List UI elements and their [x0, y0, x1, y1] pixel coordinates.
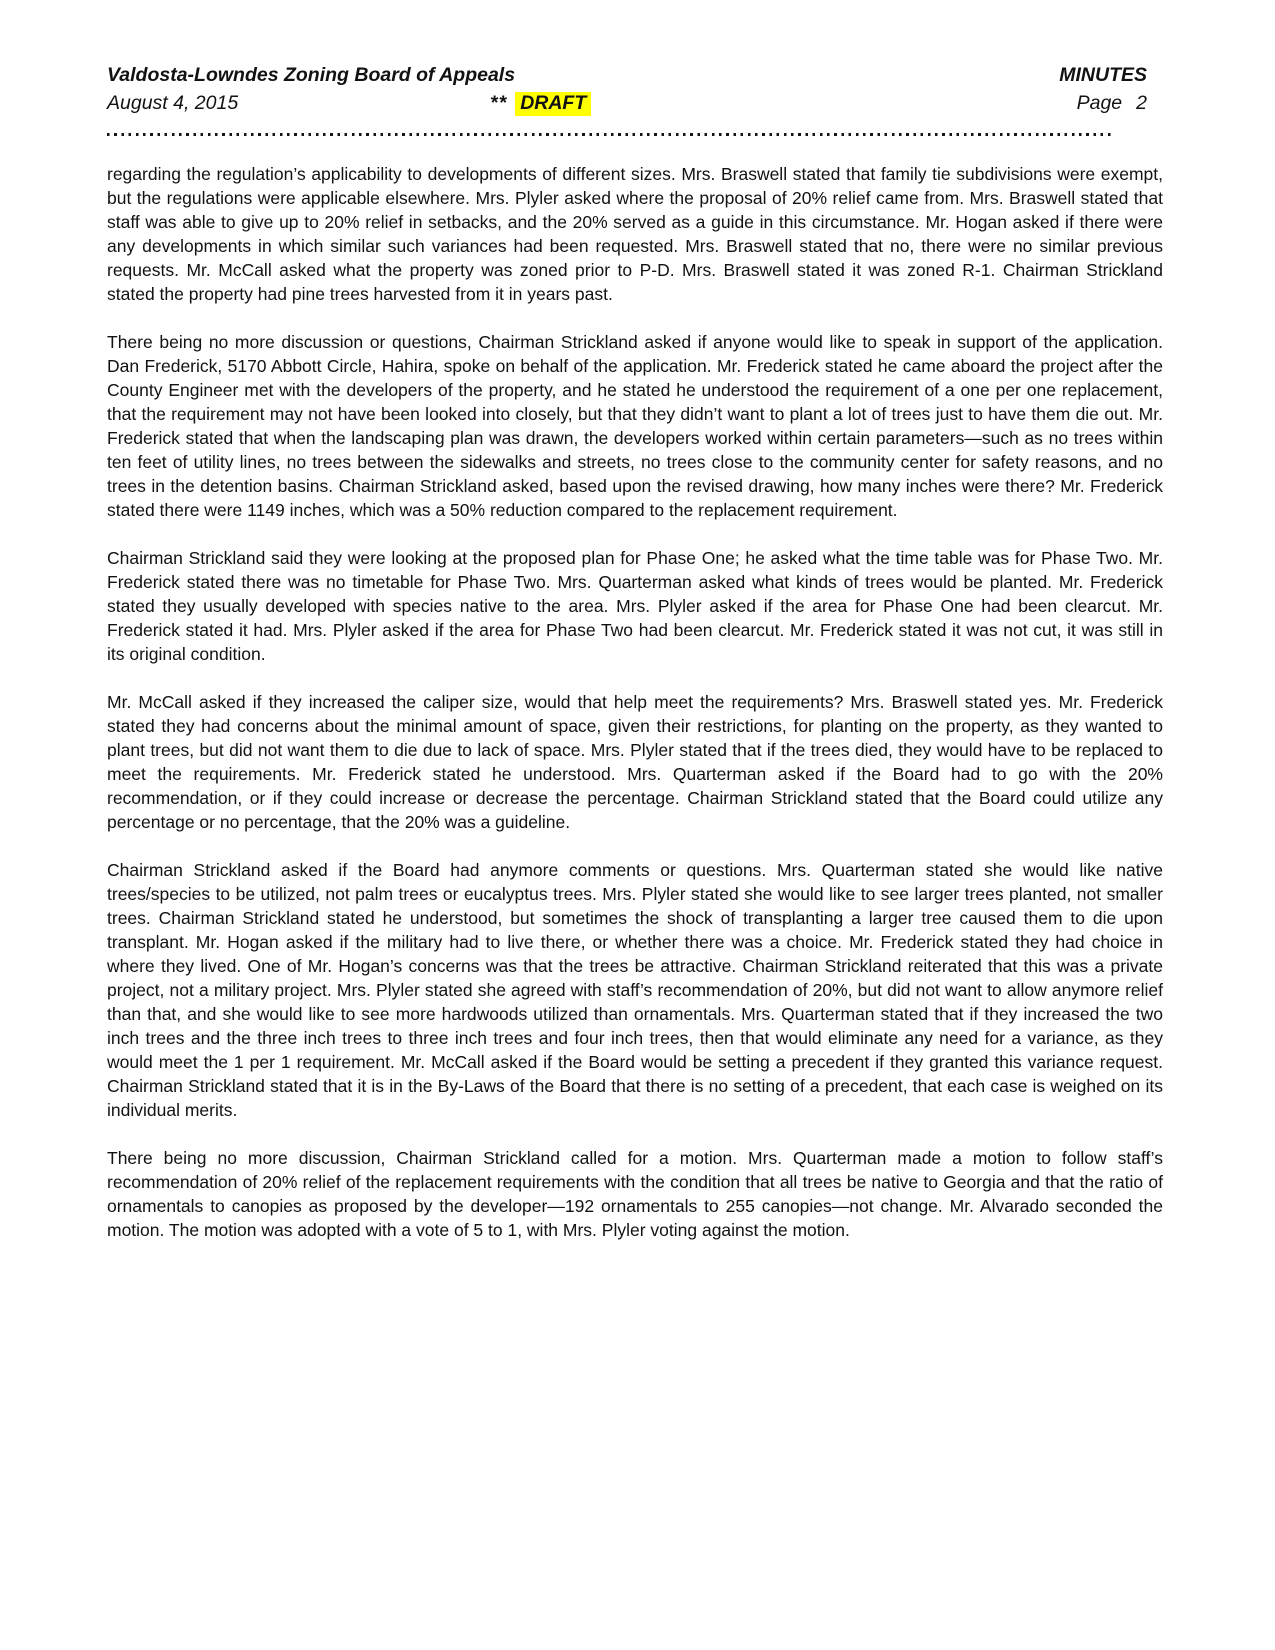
draft-watermark [490, 92, 591, 116]
minutes-paragraph: Mr. McCall asked if they increased the caliper size, would that help meet the requirements? Mrs. Braswell stated yes. Mr. Frederick stated they had concerns about the minimal amount of space, given their restrictions, for planting on the property, as they wanted to plant trees, but did not want them to die due to lack of space. Mrs. Plyler stated that if the trees died, they would have to be replaced to meet the requirements. Mr. Frederick stated he understood. Mrs. Quarterman asked if the Board had to go with the 20% recommendation, or if they could increase or decrease the percentage. Chairman Strickland stated that the Board could utilize any percentage or no percentage, that the 20% was a guideline. [107, 692, 1163, 832]
page-label: Page [1076, 92, 1123, 114]
minutes-paragraph: Chairman Strickland said they were looking at the proposed plan for Phase One; he asked what the time table was for Phase Two. Mr. Frederick stated there was no timetable for Phase Two. Mrs. Quarterman asked what kinds of trees would be planted. Mr. Frederick stated they usually developed with species native to the area. Mrs. Plyler asked if the area for Phase One had been clearcut. Mr. Frederick stated it had. Mrs. Plyler asked if the area for Phase Two had been clearcut. Mr. Frederick stated it was not cut, it was still in its original condition. [107, 548, 1163, 664]
draft-asterisks: ** [490, 92, 508, 114]
meeting-date: August 4, 2015 [107, 92, 239, 114]
minutes-paragraph: There being no more discussion or questions, Chairman Strickland asked if anyone would like to speak in support of the application. Dan Frederick, 5170 Abbott Circle, Hahira, spoke on behalf of the application. Mr. Frederick stated he came aboard the project after the County Engineer met with the developers of the property, and he stated he understood the requirement of a one per one replacement, that the requirement may not have been looked into closely, but that they didn’t want to plant a lot of trees just to have them die out. Mr. Frederick stated that when the landscaping plan was drawn, the developers worked within certain parameters—such as no trees within ten feet of utility lines, no trees between the sidewalks and streets, no trees close to the community center for safety reasons, and no trees in the detention basins. Chairman Strickland asked, based upon the revised drawing, how many inches were there? Mr. Frederick stated there were 1149 inches, which was a 50% reduction compared to the replacement requirement. [107, 332, 1163, 520]
header-row-2 [107, 92, 1147, 115]
organization-title: Valdosta-Lowndes Zoning Board of Appeals [107, 64, 516, 86]
page-number: 2 [1136, 92, 1147, 114]
minutes-paragraph: Chairman Strickland asked if the Board had anymore comments or questions. Mrs. Quarterman stated she would like native trees/species to be utilized, not palm trees or eucalyptus trees. Mrs. Plyler stated she would like to see larger trees planted, not smaller trees. Chairman Strickland stated he understood, but sometimes the shock of transplanting a larger tree caused them to die upon transplant. Mr. Hogan asked if the military had to live there, or whether there was a choice. Mr. Frederick stated they had choice in where they lived. One of Mr. Hogan’s concerns was that the trees be attractive. Chairman Strickland reiterated that this was a private project, not a military project. Mrs. Plyler stated she agreed with staff’s recommendation of 20%, but did not want to allow anymore relief than that, and she would like to see more hardwoods utilized than ornamentals. Mrs. Quarterman stated that if they increased the two inch trees and the three inch trees to three inch trees and four inch trees, then that would eliminate any need for a variance, as they would meet the 1 per 1 requirement. Mr. McCall asked if the Board would be setting a precedent if they granted this variance request. Chairman Strickland stated that it is in the By-Laws of the Board that there is no setting of a precedent, that each case is weighed on its individual merits. [107, 860, 1163, 1120]
header-row-1 [107, 64, 1147, 87]
page-number-group [1077, 92, 1147, 115]
page-header [107, 64, 1147, 115]
document-type-label: MINUTES [1059, 64, 1147, 86]
minutes-paragraph: regarding the regulation’s applicability to developments of different sizes. Mrs. Braswell stated that family tie subdivisions were exempt, but the regulations were applicable elsewhere. Mrs. Plyler asked where the proposal of 20% relief came from. Mrs. Braswell stated that staff was able to give up to 20% relief in setbacks, and the 20% served as a guide in this circumstance. Mr. Hogan asked if there were any developments in which similar such variances had been requested. Mrs. Braswell stated that no, there were no similar previous requests. Mr. McCall asked what the property was zoned prior to P-D. Mrs. Braswell stated it was zoned R-1. Chairman Strickland stated the property had pine trees harvested from it in years past. [107, 164, 1163, 304]
dotted-divider [107, 133, 1114, 136]
draft-highlight: DRAFT [515, 92, 591, 116]
minutes-paragraph: There being no more discussion, Chairman Strickland called for a motion. Mrs. Quarterman made a motion to follow staff’s recommendation of 20% relief of the replacement requirements with the condition that all trees be native to Georgia and that the ratio of ornamentals to canopies as proposed by the developer—192 ornamentals to 255 canopies—not change. Mr. Alvarado seconded the motion. The motion was adopted with a vote of 5 to 1, with Mrs. Plyler voting against the motion. [107, 1148, 1163, 1240]
minutes-body [107, 162, 1163, 1266]
